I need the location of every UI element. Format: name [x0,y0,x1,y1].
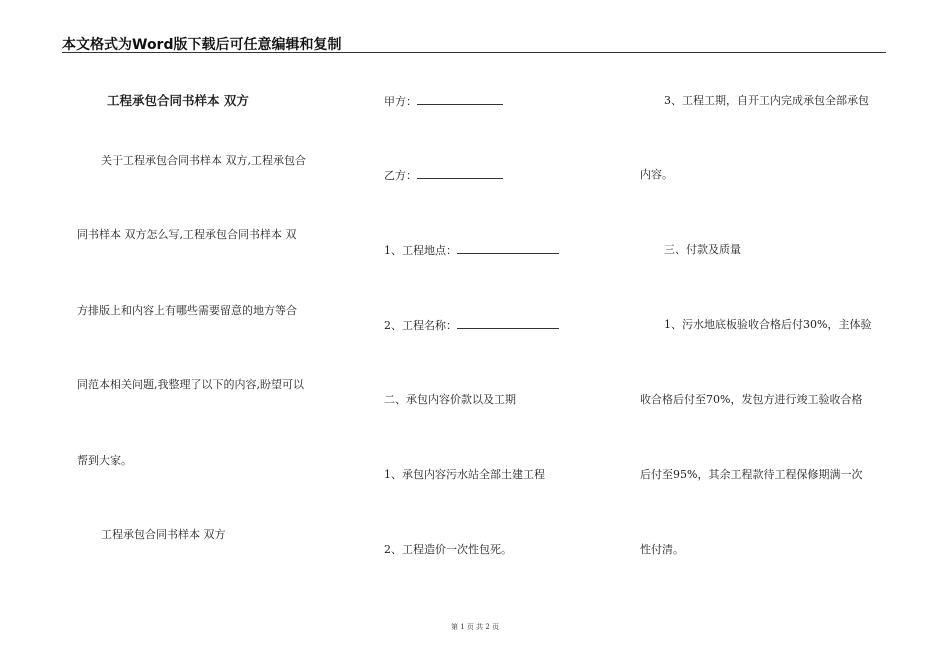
site-row [384,243,559,258]
document-header: 本文格式为Word版下载后可任意编辑和复制 [62,37,342,53]
intro-line-1: 关于工程承包合同书样本 双方,工程承包合 [101,154,306,167]
contract-price-line: 2、工程造价一次性包死。 [384,543,512,556]
party-a-label: 甲方： [384,95,417,108]
payment-heading: 三、付款及质量 [664,243,741,256]
document-title: 工程承包合同书样本 双方 [107,93,249,108]
col3-line-2: 内容。 [640,168,673,181]
party-b-label: 乙方： [384,169,417,182]
contract-content-line: 1、承包内容污水站全部土建工程 [384,468,545,481]
project-name-blank [457,318,559,329]
intro-line-2: 同书样本 双方怎么写,工程承包合同书样本 双 [77,228,297,241]
intro-line-4: 同范本相关问题,我整理了以下的内容,盼望可以 [77,378,304,391]
col3-line-4: 1、污水地底板验收合格后付30%，主体验 [664,318,872,331]
section-2-heading: 二、承包内容价款以及工期 [384,393,516,406]
page-number: 第 1 页 共 2 页 [450,623,500,631]
col3-line-5: 收合格后付至70%，发包方进行竣工验收合格 [640,393,863,406]
col3-line-1: 3、工程工期，自开工内完成承包全部承包 [664,94,869,107]
intro-line-5: 帮到大家。 [77,454,132,467]
site-blank [457,243,559,254]
party-a-row [384,94,503,109]
intro-line-3: 方排版上和内容上有哪些需要留意的地方等合 [77,304,297,317]
project-name-label: 2、工程名称： [384,319,457,332]
section-subtitle: 工程承包合同书样本 双方 [101,528,226,541]
project-name-row [384,318,559,333]
party-b-row [384,168,503,183]
party-b-blank [417,168,503,179]
party-a-blank [417,94,503,105]
site-label: 1、工程地点： [384,244,457,257]
col3-line-7: 性付清。 [640,543,684,556]
header-rule [62,52,886,53]
col3-line-6: 后付至95%，其余工程款待工程保修期满一次 [640,468,863,481]
